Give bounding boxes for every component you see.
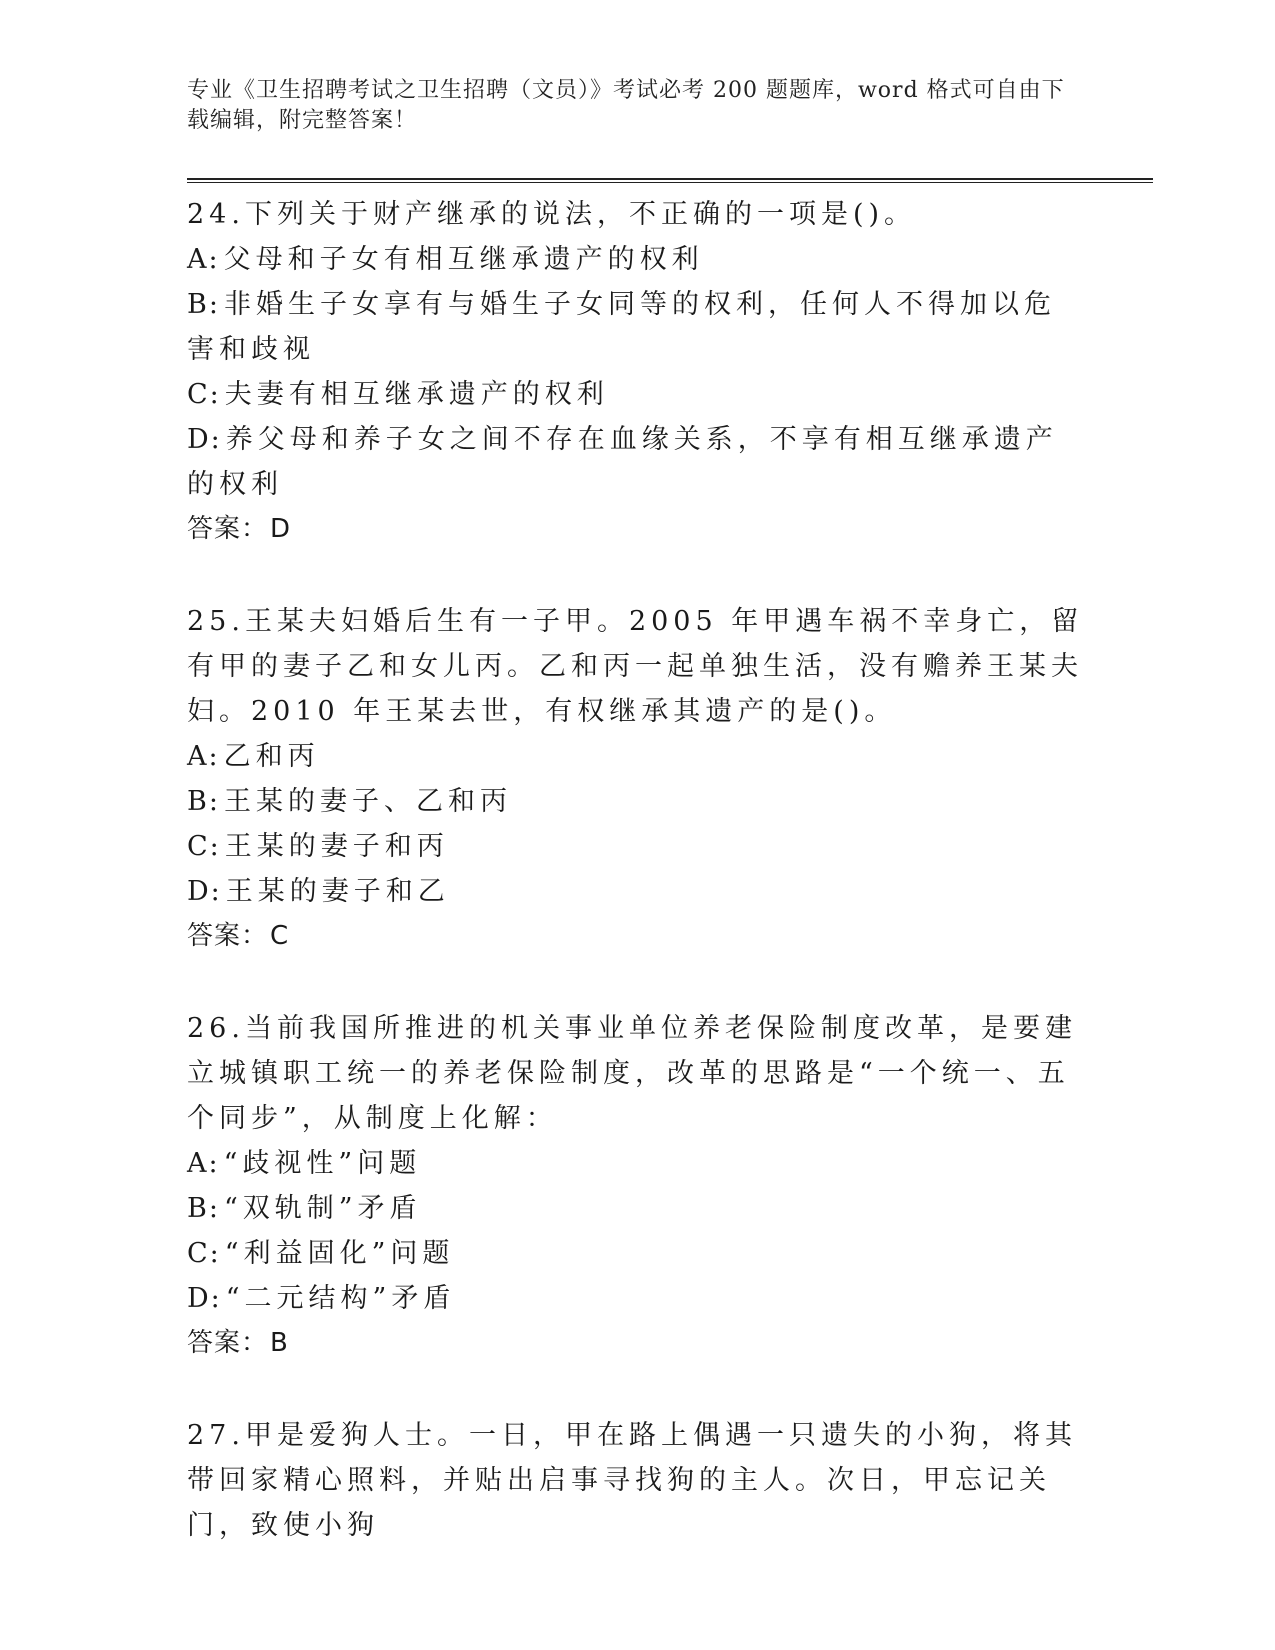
option-letter: D:	[187, 424, 222, 455]
option-text: 养父母和养子女之间不存在血缘关系，不享有相互继承遗产的权利	[187, 424, 1058, 500]
option-c	[187, 372, 1087, 417]
option-text: “歧视性”问题	[223, 1148, 422, 1179]
option-d	[187, 417, 1087, 507]
option-text: 非婚生子女享有与婚生子女同等的权利，任何人不得加以危害和歧视	[187, 289, 1056, 365]
option-letter: A:	[187, 244, 220, 275]
option-text: “利益固化”问题	[224, 1238, 455, 1269]
option-letter: B:	[187, 1193, 220, 1224]
header-note: 专业《卫生招聘考试之卫生招聘（文员）》考试必考 200 题题库，word 格式可自由下载编辑，附完整答案！	[187, 78, 1065, 133]
option-text: 乙和丙	[223, 741, 320, 772]
option-letter: C:	[187, 379, 221, 410]
option-b	[187, 779, 1087, 824]
option-c	[187, 1231, 1087, 1276]
option-letter: D:	[187, 876, 222, 907]
option-text: “双轨制”矛盾	[223, 1193, 422, 1224]
option-a	[187, 237, 1087, 282]
option-d	[187, 869, 1087, 914]
option-b	[187, 1186, 1087, 1231]
answer-line	[187, 1321, 1087, 1366]
question-stem: 25.王某夫妇婚后生有一子甲。2005 年甲遇车祸不幸身亡，留有甲的妻子乙和女儿丙。乙和丙一起单独生活，没有赡养王某夫妇。2010 年王某去世，有权继承其遗产的是()。	[187, 606, 1084, 727]
option-letter: C:	[187, 831, 221, 862]
option-text: 王某的妻子和乙	[225, 876, 450, 907]
answer-line	[187, 914, 1087, 959]
option-text: 夫妻有相互继承遗产的权利	[224, 379, 609, 410]
option-letter: B:	[187, 786, 220, 817]
answer-label: 答案：	[187, 514, 269, 544]
option-d	[187, 1276, 1087, 1321]
answer-label: 答案：	[187, 921, 269, 951]
option-text: 父母和子女有相互继承遗产的权利	[223, 244, 704, 275]
question-25	[187, 599, 1087, 959]
answer-value: B	[270, 1328, 289, 1358]
option-c	[187, 824, 1087, 869]
option-letter: C:	[187, 1238, 221, 1269]
question-stem: 27.甲是爱狗人士。一日，甲在路上偶遇一只遗失的小狗，将其带回家精心照料，并贴出启事寻找狗的主人。次日，甲忘记关门，致使小狗	[187, 1420, 1077, 1541]
question-list	[187, 192, 1087, 1548]
question-stem: 24.下列关于财产继承的说法，不正确的一项是()。	[187, 199, 917, 230]
option-text: 王某的妻子、乙和丙	[223, 786, 512, 817]
question-24	[187, 192, 1087, 552]
answer-label: 答案：	[187, 1328, 269, 1358]
option-text: “二元结构”矛盾	[225, 1283, 456, 1314]
option-letter: B:	[187, 289, 220, 320]
option-a	[187, 734, 1087, 779]
question-stem: 26.当前我国所推进的机关事业单位养老保险制度改革，是要建立城镇职工统一的养老保险制度，改革的思路是“一个统一、五个同步”，从制度上化解：	[187, 1013, 1077, 1134]
option-b	[187, 282, 1087, 372]
option-letter: D:	[187, 1283, 222, 1314]
question-26	[187, 1006, 1087, 1366]
option-text: 王某的妻子和丙	[224, 831, 449, 862]
header-divider	[187, 178, 1153, 183]
answer-value: D	[270, 514, 292, 544]
answer-line	[187, 507, 1087, 552]
option-letter: A:	[187, 741, 220, 772]
question-27	[187, 1413, 1087, 1548]
option-letter: A:	[187, 1148, 220, 1179]
option-a	[187, 1141, 1087, 1186]
answer-value: C	[270, 921, 290, 951]
